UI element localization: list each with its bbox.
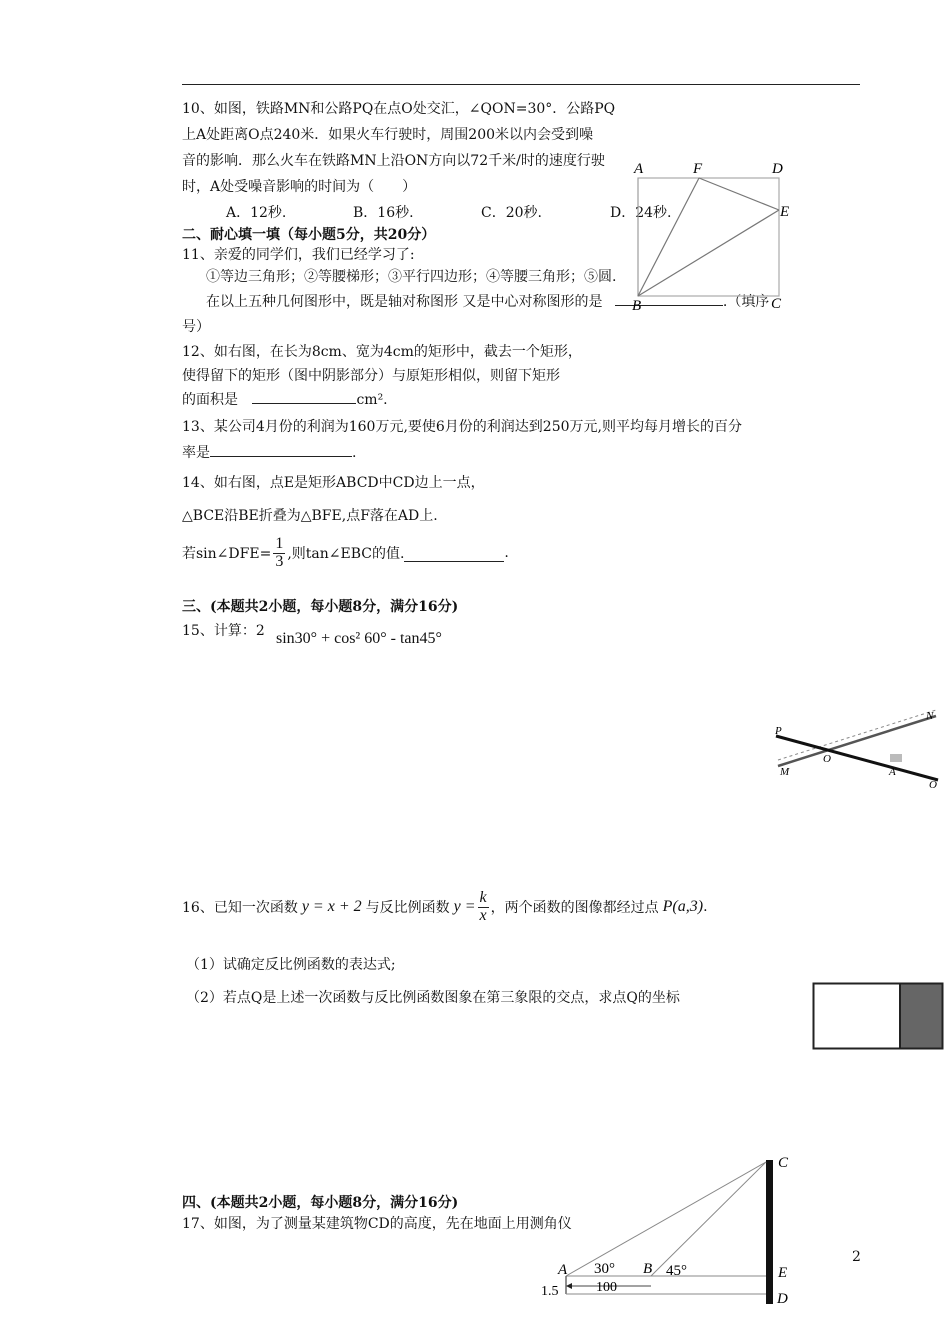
height-label: 1.5 <box>541 1284 559 1299</box>
segment-be <box>638 210 779 296</box>
q10-line2: 上A处距离O点240米．如果火车行驶时，周围200米以内会受到噪 <box>182 127 594 143</box>
angle-b: 45° <box>666 1263 687 1279</box>
label-c: C <box>778 1155 789 1171</box>
q12-line3-text: 的面积是 <box>182 392 238 408</box>
arrow-left-icon <box>566 1283 572 1289</box>
segment-bf <box>638 178 699 296</box>
point-a-marker <box>890 754 902 762</box>
q11-line3-tail: .（填序 <box>722 294 770 310</box>
q14-line3-pre: 若sin∠DFE= <box>182 546 272 563</box>
q14-fraction-denominator: 3 <box>275 552 284 570</box>
q12-line2: 使得留下的矩形（图中阴影部分）与原矩形相似，则留下矩形 <box>182 368 560 384</box>
label-e: E <box>780 204 790 220</box>
label-f: F <box>693 161 703 177</box>
q16-mid: 与反比例函数 <box>365 900 450 917</box>
q14-line2: △BCE沿BE折叠为△BFE,点F落在AD上. <box>182 508 438 524</box>
q12-answer-blank[interactable] <box>252 403 356 404</box>
q11-line1: 11、亲爱的同学们，我们已经学习了: <box>182 247 415 263</box>
q13-answer-blank[interactable] <box>210 456 352 457</box>
sight-line-bc <box>651 1162 766 1276</box>
q10-option-a: A．12秒. <box>226 205 287 221</box>
building-cd <box>766 1160 773 1304</box>
q16-end: . <box>703 899 708 916</box>
distance-label: 100 <box>596 1280 617 1295</box>
q17-line1: 17、如图，为了测量某建筑物CD的高度，先在地面上用测角仪 <box>182 1216 572 1232</box>
q10-line4: 时，A处受噪音影响的时间为（ ） <box>182 179 417 195</box>
q16-inverse-lhs: y = <box>453 898 476 916</box>
q13-line2-text: 率是 <box>182 445 210 461</box>
q16-pre: 16、已知一次函数 <box>182 900 298 917</box>
q10-option-d: D．24秒. <box>610 205 672 221</box>
label-n: N <box>926 710 934 722</box>
q15-label: 15、计算：2 <box>182 623 265 639</box>
label-b: B <box>643 1261 653 1277</box>
header-rule <box>182 84 860 85</box>
sight-line-ac <box>566 1162 766 1276</box>
q15-expression: sin30° + cos² 60° - tan45° <box>276 630 442 647</box>
q10-line3: 音的影响．那么火车在铁路MN上沿ON方向以72千米/时的速度行驶 <box>182 153 605 169</box>
q14-fraction <box>273 536 285 571</box>
label-d: D <box>772 161 783 177</box>
q13-line2-tail: . <box>352 445 357 461</box>
building-measurement-figure <box>538 1150 802 1310</box>
label-c: C <box>771 296 782 312</box>
label-a: A <box>634 161 644 177</box>
railway-road-figure <box>772 704 942 790</box>
q14-line3-post: ,则tan∠EBC的值. <box>287 546 405 563</box>
q11-line4: 号） <box>182 319 210 335</box>
label-o: O <box>823 753 831 765</box>
q12-line3 <box>182 389 388 409</box>
label-d: D <box>777 1291 788 1307</box>
section3-title: 三、(本题共2小题，每小题8分，满分16分) <box>182 599 459 615</box>
label-q: O <box>929 779 937 790</box>
q14-line3 <box>182 536 509 571</box>
q16-part2: （2）若点Q是上述一次函数与反比例函数图象在第三象限的交点，求点Q的坐标 <box>186 990 680 1006</box>
q12-unit: cm². <box>356 392 388 408</box>
q16-fraction-numerator: k <box>479 889 487 906</box>
label-a: A <box>558 1262 568 1278</box>
rectangle-abcd <box>638 178 779 296</box>
angle-a: 30° <box>594 1261 615 1277</box>
q10-line1: 10、如图，铁路MN和公路PQ在点O处交汇，∠QON=30°．公路PQ <box>182 101 616 117</box>
q11-line3-text: 在以上五种几何图形中，既是轴对称图形 又是中心对称图形的是 <box>206 294 603 310</box>
section4-title: 四、(本题共2小题，每小题8分，满分16分) <box>182 1195 459 1211</box>
q16-fraction-denominator: x <box>479 906 487 924</box>
q14-answer-blank[interactable] <box>404 545 504 562</box>
label-b: B <box>632 298 642 314</box>
q11-line2: ①等边三角形；②等腰梯形；③平行四边形；④等腰三角形；⑤圆. <box>206 269 617 285</box>
page-number: 2 <box>852 1249 861 1265</box>
q10-option-c: C．20秒. <box>481 205 542 221</box>
q16-linear-function: y = x + 2 <box>301 898 362 916</box>
q16-point: P(a,3) <box>662 898 704 916</box>
shaded-rectangle <box>900 984 943 1049</box>
q16-post: ，两个函数的图像都经过点 <box>490 900 659 917</box>
q13-line1: 13、某公司4月份的利润为160万元,要使6月份的利润达到250万元,则平均每月增长的百分 <box>182 419 742 435</box>
q16-line <box>182 890 708 925</box>
q14-fraction-numerator: 1 <box>275 535 284 552</box>
q13-line2 <box>182 442 356 462</box>
segment-fe <box>699 178 779 210</box>
label-e: E <box>778 1265 788 1281</box>
q10-option-b: B．16秒. <box>353 205 414 221</box>
similar-rectangle-figure <box>812 982 944 1050</box>
q14-line3-tail: . <box>504 545 509 562</box>
railway-track <box>778 710 936 760</box>
label-a: A <box>889 766 896 778</box>
label-p: P <box>775 725 782 737</box>
section2-title: 二、耐心填一填（每小题5分，共20分） <box>182 227 436 243</box>
q14-line1: 14、如右图，点E是矩形ABCD中CD边上一点， <box>182 475 485 491</box>
q12-line1: 12、如右图，在长为8cm、宽为4cm的矩形中，截去一个矩形， <box>182 344 582 360</box>
rectangle-fold-figure <box>628 156 804 314</box>
q16-inverse-fraction <box>478 890 489 925</box>
q16-part1: （1）试确定反比例函数的表达式; <box>186 957 396 973</box>
label-m: M <box>780 766 790 778</box>
